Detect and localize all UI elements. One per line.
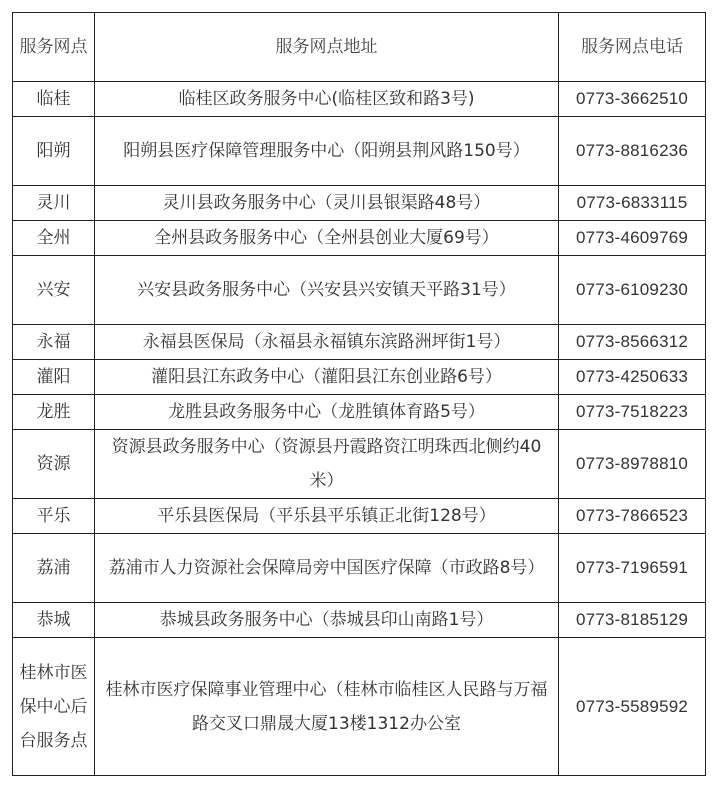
service-points-table: [12, 12, 706, 776]
table-row: [13, 221, 706, 256]
site-cell: 桂林市医保中心后台服务点: [13, 638, 95, 776]
site-cell: 全州: [13, 221, 95, 256]
address-cell: 荔浦市人力资源社会保障局旁中国医疗保障（市政路8号）: [95, 534, 559, 603]
address-cell: 恭城县政务服务中心（恭城县印山南路1号）: [95, 603, 559, 638]
phone-cell: 0773-5589592: [559, 638, 706, 776]
address-cell: 桂林市医疗保障事业管理中心（桂林市临桂区人民路与万福路交叉口鼎晟大厦13楼1312办公室: [95, 638, 559, 776]
address-cell: 平乐县医保局（平乐县平乐镇正北街128号）: [95, 499, 559, 534]
phone-cell: 0773-4609769: [559, 221, 706, 256]
header-address: 服务网点地址: [95, 13, 559, 82]
address-cell: 全州县政务服务中心（全州县创业大厦69号）: [95, 221, 559, 256]
phone-cell: 0773-6109230: [559, 256, 706, 325]
address-cell: 灵川县政务服务中心（灵川县银渠路48号）: [95, 186, 559, 221]
phone-cell: 0773-6833115: [559, 186, 706, 221]
phone-cell: 0773-7866523: [559, 499, 706, 534]
site-cell: 兴安: [13, 256, 95, 325]
address-cell: 灌阳县江东政务中心（灌阳县江东创业路6号）: [95, 360, 559, 395]
site-cell: 资源: [13, 430, 95, 499]
site-cell: 荔浦: [13, 534, 95, 603]
phone-cell: 0773-3662510: [559, 82, 706, 117]
phone-cell: 0773-7518223: [559, 395, 706, 430]
site-cell: 恭城: [13, 603, 95, 638]
address-cell: 龙胜县政务服务中心（龙胜镇体育路5号）: [95, 395, 559, 430]
phone-cell: 0773-7196591: [559, 534, 706, 603]
phone-cell: 0773-8185129: [559, 603, 706, 638]
table-row: [13, 82, 706, 117]
table-row: [13, 360, 706, 395]
header-phone: 服务网点电话: [559, 13, 706, 82]
address-cell: 兴安县政务服务中心（兴安县兴安镇天平路31号）: [95, 256, 559, 325]
table-row: [13, 534, 706, 603]
site-cell: 临桂: [13, 82, 95, 117]
table-row: [13, 430, 706, 499]
address-cell: 临桂区政务服务中心(临桂区致和路3号): [95, 82, 559, 117]
phone-cell: 0773-8566312: [559, 325, 706, 360]
table-row: [13, 395, 706, 430]
site-cell: 阳朔: [13, 117, 95, 186]
phone-cell: 0773-4250633: [559, 360, 706, 395]
table-row: [13, 499, 706, 534]
phone-cell: 0773-8816236: [559, 117, 706, 186]
table-row: [13, 603, 706, 638]
site-cell: 平乐: [13, 499, 95, 534]
header-site: 服务网点: [13, 13, 95, 82]
site-cell: 灵川: [13, 186, 95, 221]
address-cell: 永福县医保局（永福县永福镇东滨路洲坪街1号）: [95, 325, 559, 360]
table-row: [13, 256, 706, 325]
address-cell: 资源县政务服务中心（资源县丹霞路资江明珠西北侧约40米）: [95, 430, 559, 499]
address-cell: 阳朔县医疗保障管理服务中心（阳朔县荆风路150号）: [95, 117, 559, 186]
site-cell: 灌阳: [13, 360, 95, 395]
table-row: [13, 186, 706, 221]
table-header-row: [13, 13, 706, 82]
table-row: [13, 325, 706, 360]
table-row: [13, 117, 706, 186]
phone-cell: 0773-8978810: [559, 430, 706, 499]
service-table-container: [12, 12, 706, 776]
site-cell: 龙胜: [13, 395, 95, 430]
site-cell: 永福: [13, 325, 95, 360]
table-row: [13, 638, 706, 776]
